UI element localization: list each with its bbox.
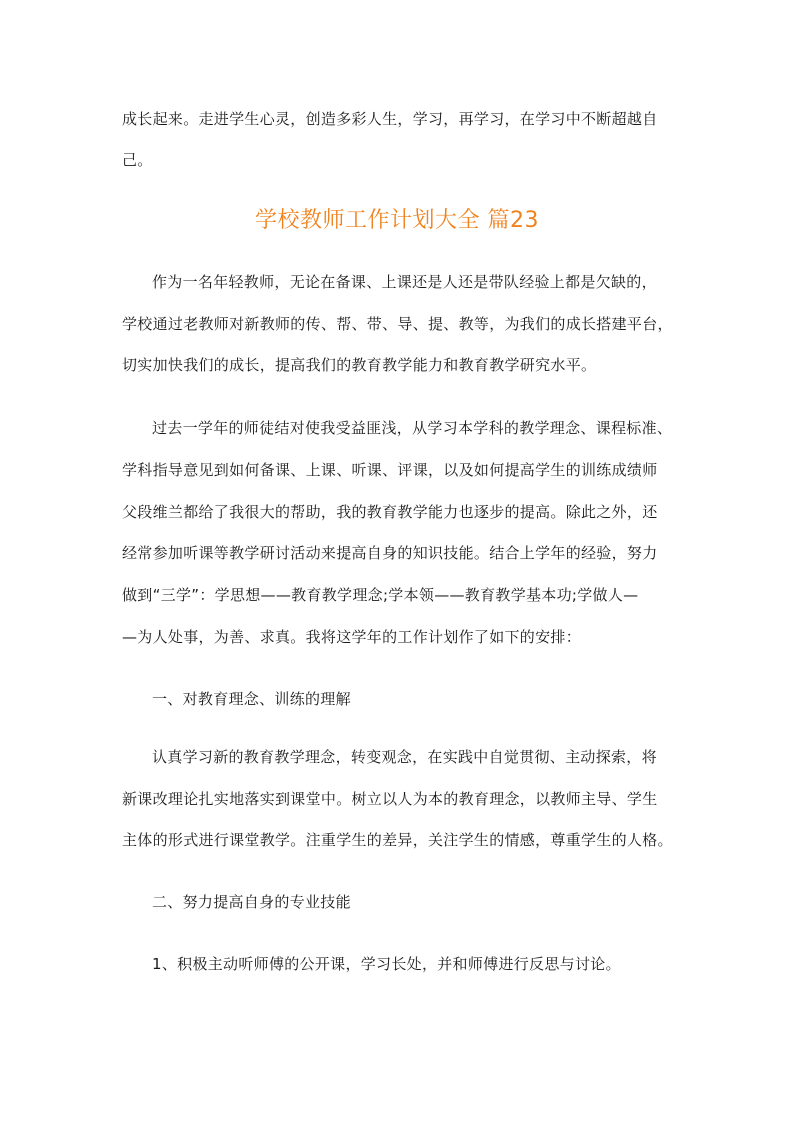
para3-line-2: 新课改理论扎实地落实到课堂中。树立以人为本的教育理念，以教师主导、学生 xyxy=(122,790,658,808)
intro-line-2: 己。 xyxy=(122,151,153,169)
para2-line-1: 过去一学年的师徒结对使我受益匪浅，从学习本学科的教学理念、课程标准、 xyxy=(152,419,673,437)
list-item-1: 1、积极主动听师傅的公开课，学习长处，并和师傅进行反思与讨论。 xyxy=(152,955,621,973)
para2-line-2: 学科指导意见到如何备课、上课、听课、评课，以及如何提高学生的训练成绩师 xyxy=(122,461,658,479)
para1-line-3: 切实加快我们的成长，提高我们的教育教学能力和教育教学研究水平。 xyxy=(122,356,597,374)
heading-1: 一、对教育理念、训练的理解 xyxy=(152,690,351,708)
para3-line-1: 认真学习新的教育教学理念，转变观念，在实践中自觉贯彻、主动探索，将 xyxy=(152,748,657,766)
section-title: 学校教师工作计划大全 篇23 xyxy=(255,208,539,233)
para2-line-3: 父段维兰都给了我很大的帮助，我的教育教学能力也逐步的提高。除此之外，还 xyxy=(122,503,658,521)
para1-line-2: 学校通过老教师对新教师的传、帮、带、导、提、教等，为我们的成长搭建平台， xyxy=(122,315,673,333)
para2-line-6: —为人处事，为善、求真。我将这学年的工作计划作了如下的安排： xyxy=(122,628,582,646)
intro-line-1: 成长起来。走进学生心灵，创造多彩人生，学习，再学习，在学习中不断超越自 xyxy=(122,110,658,128)
para2-line-4: 经常参加听课等教学研讨活动来提高自身的知识技能。结合上学年的经验，努力 xyxy=(122,544,658,562)
para3-line-3: 主体的形式进行课堂教学。注重学生的差异，关注学生的情感，尊重学生的人格。 xyxy=(122,831,673,849)
para2-line-5: 做到“三学”：学思想——教育教学理念;学本领——教育教学基本功;学做人— xyxy=(122,586,639,604)
para1-line-1: 作为一名年轻教师，无论在备课、上课还是人还是带队经验上都是欠缺的， xyxy=(152,273,657,291)
heading-2: 二、努力提高自身的专业技能 xyxy=(152,893,351,911)
